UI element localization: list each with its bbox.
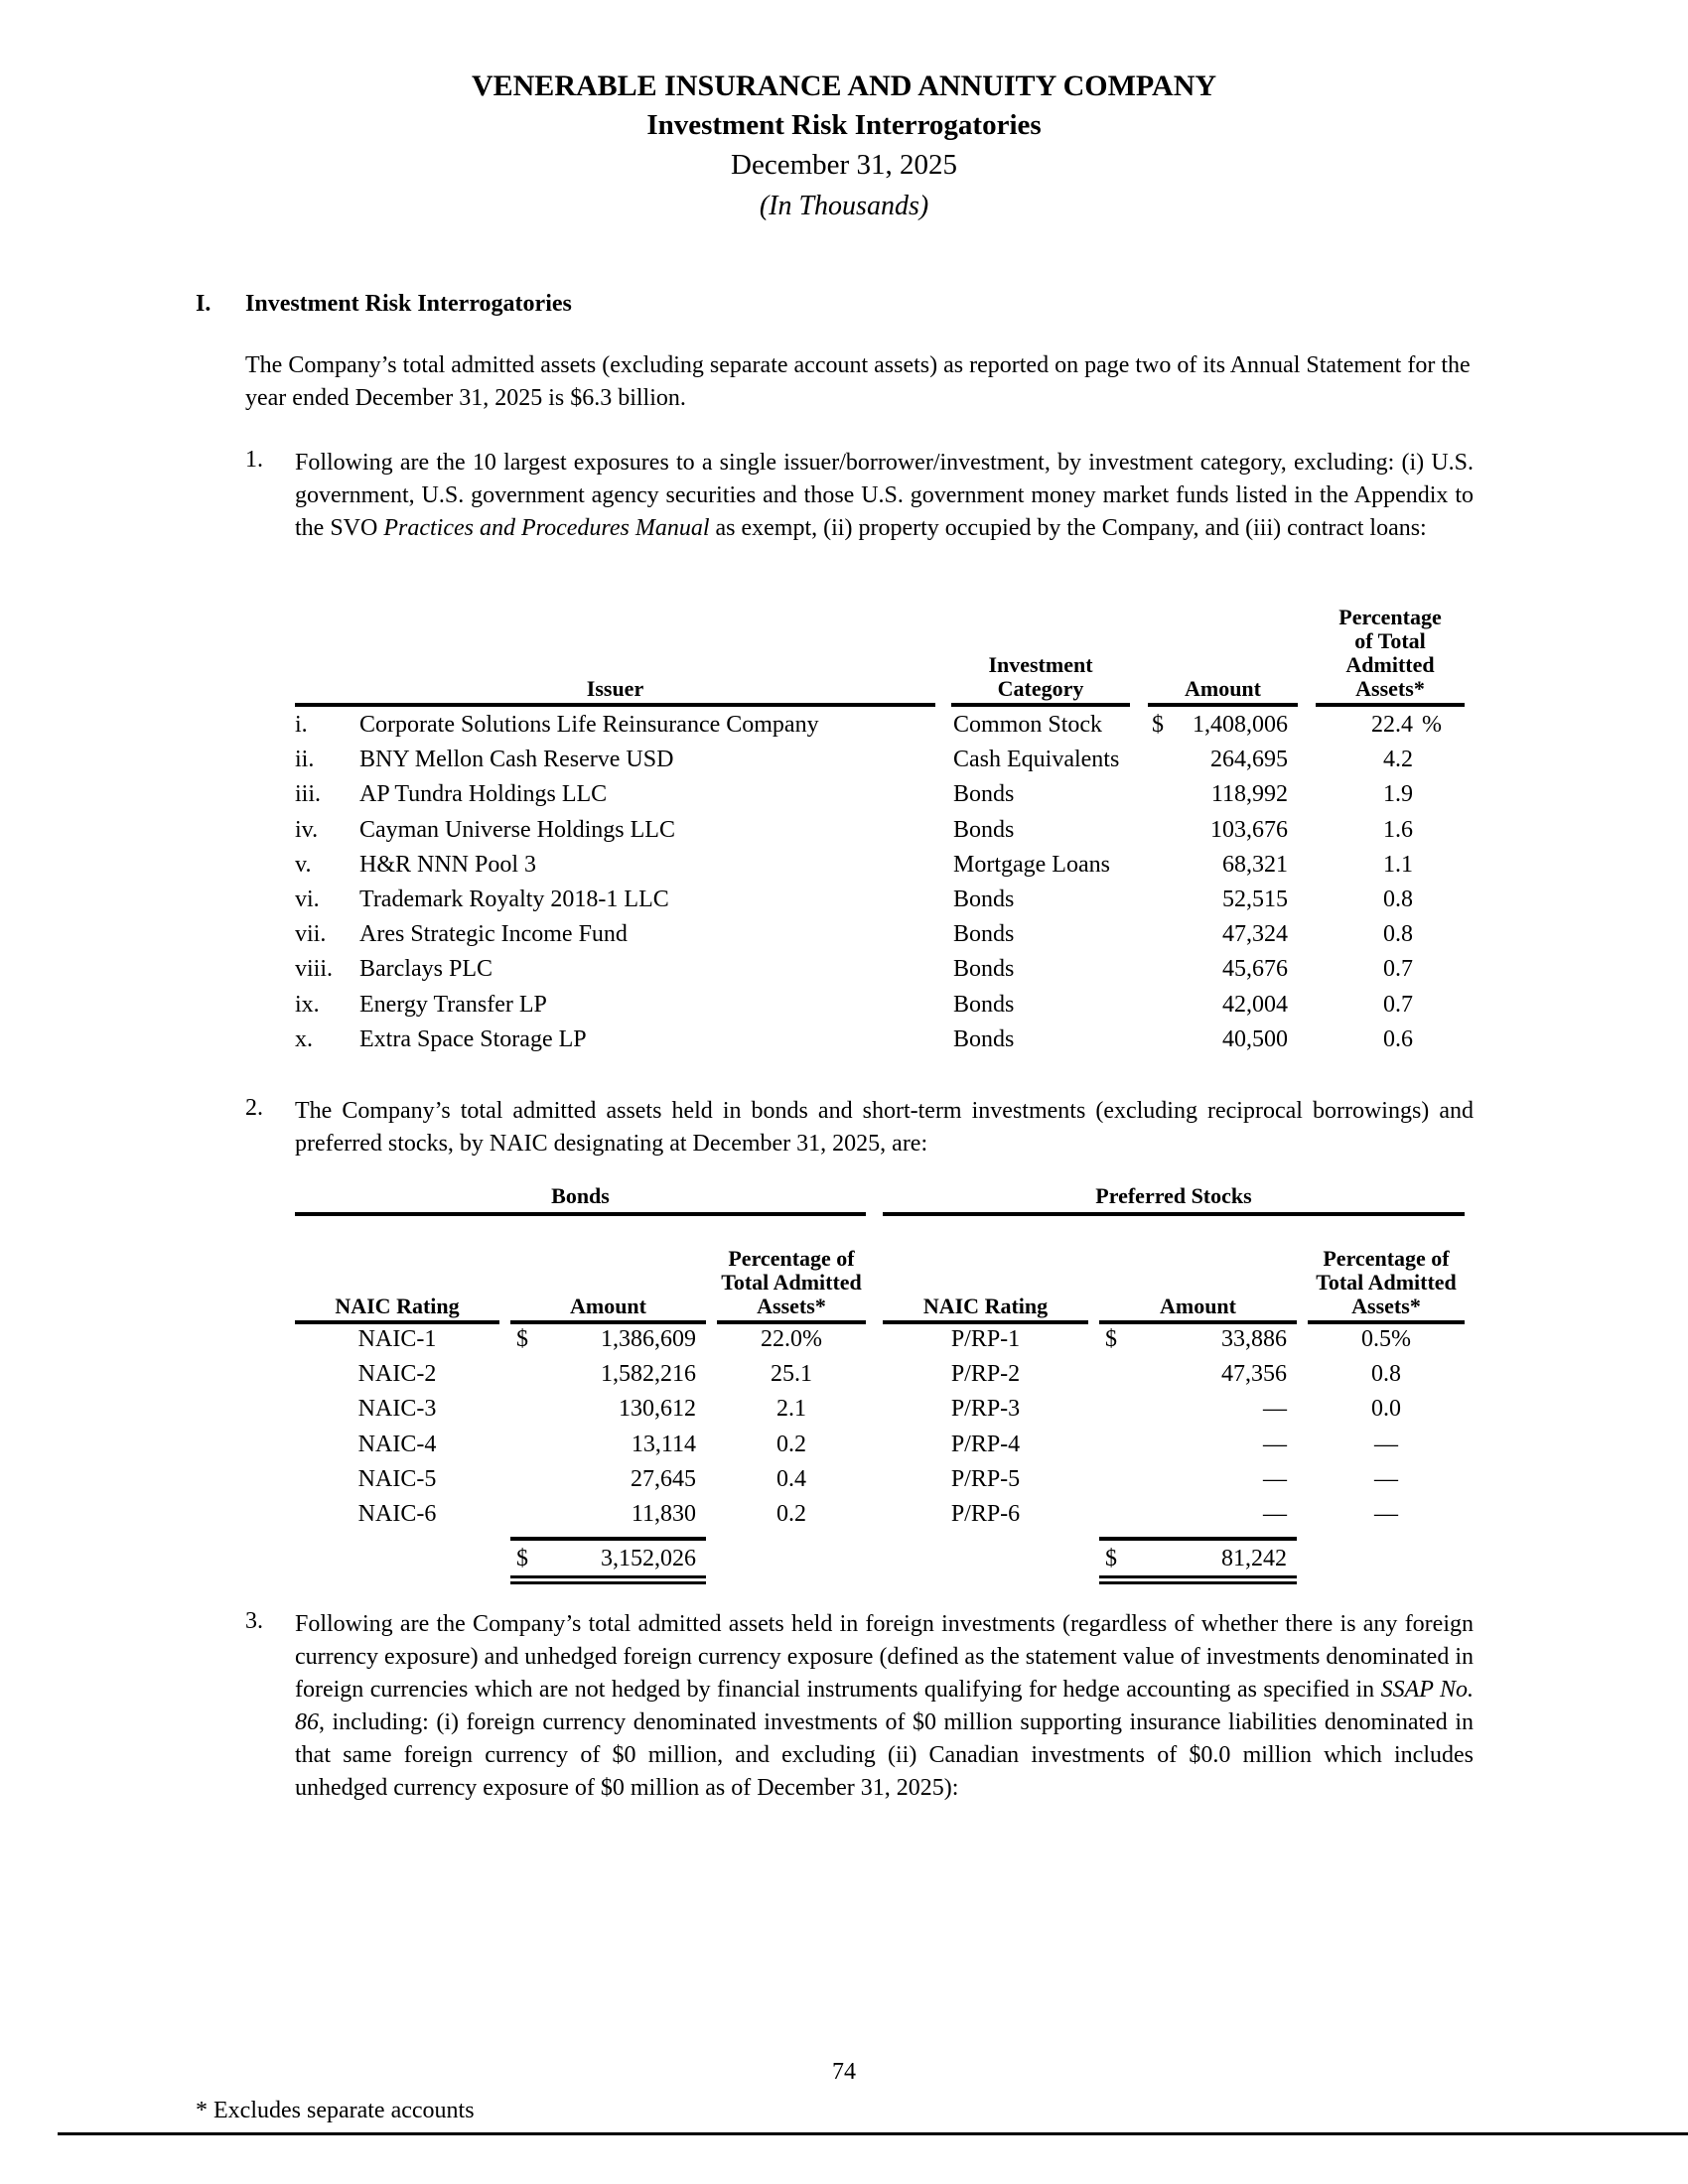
row-index: x. (295, 1025, 313, 1052)
total-amount: 81,242 (1221, 1546, 1287, 1572)
amount: — (1263, 1396, 1287, 1423)
amount: 47,324 (1222, 921, 1288, 948)
percentage: 0.2 (776, 1431, 806, 1457)
percentage: 0.0 (1371, 1396, 1401, 1423)
row-index: iv. (295, 816, 319, 843)
investment-category: Cash Equivalents (953, 747, 1120, 773)
item-1-text-italic: Practices and Procedures Manual (383, 515, 710, 541)
company-name: VENERABLE INSURANCE AND ANNUITY COMPANY (471, 69, 1217, 102)
percentage: — (1374, 1431, 1398, 1457)
item-1-number: 1. (245, 447, 263, 473)
header-rule (1148, 703, 1298, 707)
issuer-name: BNY Mellon Cash Reserve USD (359, 747, 674, 773)
row-index: viii. (295, 956, 334, 983)
item-2-text: The Company’s total admitted assets held in bonds and short-term investments (excluding reciprocal borrowings) and preferred stocks, by NAIC designating at December 31, 2025, are: (295, 1098, 1474, 1157)
percentage: 2.1 (776, 1396, 806, 1423)
amount: 45,676 (1222, 956, 1288, 983)
row-index: vi. (295, 887, 320, 912)
amount: 264,695 (1210, 747, 1288, 773)
naic-rating: P/RP-5 (950, 1465, 1021, 1492)
table2-header-rating: NAIC Rating (922, 1294, 1049, 1318)
issuer-name: Corporate Solutions Life Reinsurance Company (359, 712, 819, 738)
issuer-name: AP Tundra Holdings LLC (359, 781, 608, 808)
issuer-name: Barclays PLC (359, 956, 492, 983)
header-amount: Amount (1184, 676, 1261, 701)
percentage: 0.8 (1383, 887, 1413, 912)
amount: 13,114 (631, 1431, 696, 1457)
item-3-text-a: Following are the Company’s total admitted assets held in foreign investments (regardless of whether there is any foreign currency exposure) and unhedged foreign currency exposure (defined as the statement value of investments denominated in foreign currencies which are not hedged by financial instruments qualifying for hedge accounting as specified in (295, 1611, 1474, 1703)
header-rule (951, 703, 1130, 707)
row-index: v. (295, 851, 312, 878)
currency-symbol: $ (1152, 712, 1164, 738)
header-rule (295, 703, 935, 707)
investment-category: Bonds (953, 781, 1015, 808)
investment-category: Mortgage Loans (953, 851, 1110, 878)
amount: 1,582,216 (601, 1361, 696, 1388)
investment-category: Bonds (953, 991, 1015, 1018)
header-rule (1316, 703, 1465, 707)
double-rule (1099, 1581, 1297, 1584)
row-index: vii. (295, 921, 327, 948)
item-3-text (295, 1608, 1474, 1805)
report-date: December 31, 2025 (731, 149, 957, 181)
naic-rating: P/RP-2 (950, 1361, 1021, 1388)
header-category: Investment Category (988, 652, 1093, 701)
amount: 42,004 (1222, 991, 1288, 1018)
naic-rating: P/RP-3 (950, 1396, 1021, 1423)
double-rule (1099, 1575, 1297, 1578)
total-rule (510, 1537, 706, 1541)
percentage: 0.5% (1361, 1326, 1411, 1352)
header-issuer: Issuer (586, 676, 644, 701)
naic-rating: P/RP-4 (950, 1431, 1021, 1457)
item-1-text-a: Following are the 10 largest exposures to a single issuer/borrower/investment, by investment category, excluding: (i) U.S. government, U.S. government agency securities and those U.S. government money market funds listed in the Appendix to the SVO (295, 450, 1474, 541)
section-number: I. (196, 291, 211, 317)
investment-category: Common Stock (953, 712, 1103, 738)
issuer-name: Ares Strategic Income Fund (359, 921, 628, 948)
total-amount: 3,152,026 (601, 1546, 696, 1572)
percentage: 0.4 (776, 1465, 806, 1492)
percentage: 0.8 (1383, 921, 1413, 948)
double-rule (510, 1575, 706, 1578)
currency-symbol: $ (1105, 1546, 1117, 1572)
table2-header-amount: Amount (1159, 1294, 1236, 1318)
page-number: 74 (832, 2059, 856, 2085)
issuer-name: Extra Space Storage LP (359, 1025, 587, 1052)
amount: 40,500 (1222, 1025, 1288, 1052)
total-rule (1099, 1537, 1297, 1541)
percentage: 1.1 (1383, 851, 1413, 878)
percentage: — (1374, 1501, 1398, 1527)
amount: 11,830 (631, 1501, 696, 1527)
naic-rating: P/RP-1 (950, 1326, 1021, 1352)
intro-paragraph: The Company’s total admitted assets (excluding separate account assets) as reported on page two of its Annual Statement for the year ended December 31, 2025 is $6.3 billion. (245, 352, 1471, 411)
item-3-number: 3. (245, 1608, 263, 1634)
percentage: 1.9 (1383, 781, 1413, 808)
table2-header-pct: Percentage of Total Admitted Assets* (1316, 1246, 1457, 1318)
table2-header-amount: Amount (569, 1294, 646, 1318)
amount: 47,356 (1221, 1361, 1287, 1388)
percentage: 1.6 (1383, 816, 1413, 843)
naic-rating: NAIC-6 (357, 1501, 437, 1527)
naic-rating: NAIC-5 (357, 1465, 437, 1492)
investment-category: Bonds (953, 1025, 1015, 1052)
percentage: 22.4 (1371, 712, 1413, 738)
amount: 68,321 (1222, 851, 1288, 878)
amount: 130,612 (619, 1396, 696, 1423)
percentage: 4.2 (1383, 747, 1413, 773)
row-index: iii. (295, 781, 322, 808)
bonds-title: Bonds (551, 1183, 610, 1208)
investment-category: Bonds (953, 956, 1015, 983)
naic-rating: NAIC-1 (357, 1326, 437, 1352)
item-2-number: 2. (245, 1095, 263, 1121)
item-1-text (295, 447, 1474, 545)
amount: 1,386,609 (601, 1326, 696, 1352)
percentage: 0.6 (1383, 1025, 1413, 1052)
currency-symbol: $ (516, 1546, 528, 1572)
percentage: 0.2 (776, 1501, 806, 1527)
percent-sign: % (1422, 712, 1442, 738)
issuer-name: Trademark Royalty 2018-1 LLC (359, 887, 669, 912)
amount: — (1263, 1465, 1287, 1492)
issuer-name: Energy Transfer LP (359, 991, 547, 1018)
naic-rating: NAIC-3 (357, 1396, 437, 1423)
percentage: 0.7 (1383, 956, 1413, 983)
naic-rating: NAIC-4 (357, 1431, 437, 1457)
investment-category: Bonds (953, 887, 1015, 912)
investment-category: Bonds (953, 921, 1015, 948)
naic-rating: NAIC-2 (357, 1361, 437, 1388)
item-3-text-b: , including: (i) foreign currency denominated investments of $0 million supporting insurance liabilities denominated in that same foreign currency of $0 million, and excluding (ii) Canadian investments of $0.0 million which includes unhedged currency exposure of $0 million as of December 31, 2025): (295, 1709, 1474, 1801)
item-3-text-italic: SSAP No. 86 (295, 1677, 1474, 1735)
table2-header-pct: Percentage of Total Admitted Assets* (721, 1246, 862, 1318)
preferred-stocks-title: Preferred Stocks (1095, 1183, 1252, 1208)
group-rule (883, 1212, 1465, 1216)
footer-rule (58, 2132, 1688, 2135)
naic-rating: P/RP-6 (950, 1501, 1021, 1527)
issuer-name: H&R NNN Pool 3 (359, 851, 537, 878)
percentage: — (1374, 1465, 1398, 1492)
amount: 27,645 (631, 1465, 696, 1492)
row-index: ix. (295, 991, 320, 1018)
amount: — (1263, 1431, 1287, 1457)
amount: 118,992 (1210, 781, 1288, 808)
units-note: (In Thousands) (759, 191, 929, 221)
section-title: Investment Risk Interrogatories (245, 291, 572, 317)
item-1-text-b: as exempt, (ii) property occupied by the Company, and (iii) contract loans: (709, 515, 1427, 541)
percentage: 22.0% (761, 1326, 822, 1352)
percentage: 0.7 (1383, 991, 1413, 1018)
amount: 52,515 (1222, 887, 1288, 912)
row-index: i. (295, 712, 308, 738)
double-rule (510, 1581, 706, 1584)
currency-symbol: $ (516, 1326, 528, 1352)
group-rule (295, 1212, 866, 1216)
document-title: Investment Risk Interrogatories (646, 109, 1042, 141)
investment-category: Bonds (953, 816, 1015, 843)
row-index: ii. (295, 747, 315, 773)
amount: — (1263, 1501, 1287, 1527)
table2-header-rating: NAIC Rating (335, 1294, 460, 1318)
amount: 1,408,006 (1193, 712, 1288, 738)
percentage: 0.8 (1371, 1361, 1401, 1388)
percentage: 25.1 (771, 1361, 812, 1388)
currency-symbol: $ (1105, 1326, 1117, 1352)
footnote: * Excludes separate accounts (196, 2098, 475, 2123)
amount: 103,676 (1210, 816, 1288, 843)
amount: 33,886 (1221, 1326, 1287, 1352)
header-pct: Percentage of Total Admitted Assets* (1338, 605, 1442, 701)
issuer-name: Cayman Universe Holdings LLC (359, 816, 675, 843)
